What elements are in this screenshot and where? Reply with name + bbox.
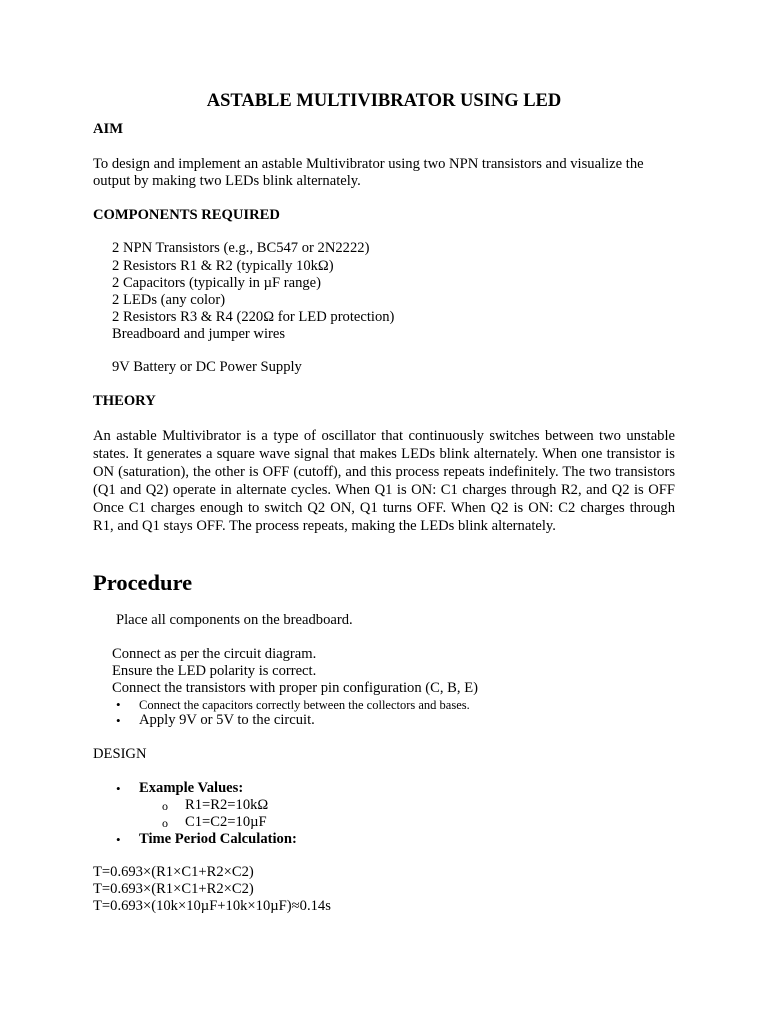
procedure-bullet: Connect the capacitors correctly between the collectors and bases. <box>139 698 470 712</box>
components-heading: COMPONENTS REQUIRED <box>93 207 280 223</box>
bullet-icon: • <box>116 781 121 796</box>
example-value: R1=R2=10kΩ <box>185 797 269 813</box>
component-item: 9V Battery or DC Power Supply <box>112 359 302 375</box>
formula-line: T=0.693×(R1×C1+R2×C2) <box>93 881 254 897</box>
theory-heading: THEORY <box>93 393 156 409</box>
time-period-label: Time Period Calculation: <box>139 831 297 847</box>
bullet-icon: • <box>116 713 121 728</box>
bullet-icon: • <box>116 832 121 847</box>
procedure-step: Ensure the LED polarity is correct. <box>112 663 317 679</box>
procedure-bullet: Apply 9V or 5V to the circuit. <box>139 712 315 728</box>
design-heading: DESIGN <box>93 746 147 762</box>
procedure-step: Place all components on the breadboard. <box>116 612 353 628</box>
aim-heading: AIM <box>93 121 123 137</box>
aim-text: To design and implement an astable Multivibrator using two NPN transistors and visualize the output by making two LEDs blink alternately. <box>93 156 644 189</box>
bullet-icon: • <box>116 697 121 712</box>
theory-text: An astable Multivibrator is a type of oscillator that continuously switches between two unstable states. It generates a square wave signal that makes LEDs blink alternately. When one transistor is ON (saturation), the other is OFF (cutoff), and this process repeats indefinitely. The two transistors (Q1 and Q2) operate in alternate cycles. When Q1 is ON: C1 charges through R2, and Q2 is OFF Once C1 charges enough to switch Q2 ON, Q1 turns OFF. When Q2 is ON: C2 charges through R1, and Q1 stays OFF. The process repeats, making the LEDs blink alternately. <box>93 428 675 534</box>
example-values-label: Example Values: <box>139 780 244 796</box>
component-item: Breadboard and jumper wires <box>112 326 286 342</box>
document-page <box>93 0 675 1024</box>
component-item: 2 NPN Transistors (e.g., BC547 or 2N2222) <box>112 240 370 256</box>
document-title: ASTABLE MULTIVIBRATOR USING LED <box>206 91 562 111</box>
example-value: C1=C2=10µF <box>185 814 267 830</box>
formula-line: T=0.693×(R1×C1+R2×C2) <box>93 864 254 880</box>
sub-bullet-icon: o <box>162 799 168 813</box>
component-item: 2 Resistors R1 & R2 (typically 10kΩ) <box>112 258 334 274</box>
procedure-heading: Procedure <box>93 570 193 595</box>
component-item: 2 LEDs (any color) <box>112 292 226 308</box>
procedure-step: Connect the transistors with proper pin configuration (C, B, E) <box>112 680 478 696</box>
sub-bullet-icon: o <box>162 816 168 830</box>
component-item: 2 Capacitors (typically in µF range) <box>112 275 322 291</box>
formula-line: T=0.693×(10k×10µF+10k×10µF)≈0.14s <box>93 898 331 914</box>
component-item: 2 Resistors R3 & R4 (220Ω for LED protection) <box>112 309 395 325</box>
procedure-step: Connect as per the circuit diagram. <box>112 646 317 662</box>
